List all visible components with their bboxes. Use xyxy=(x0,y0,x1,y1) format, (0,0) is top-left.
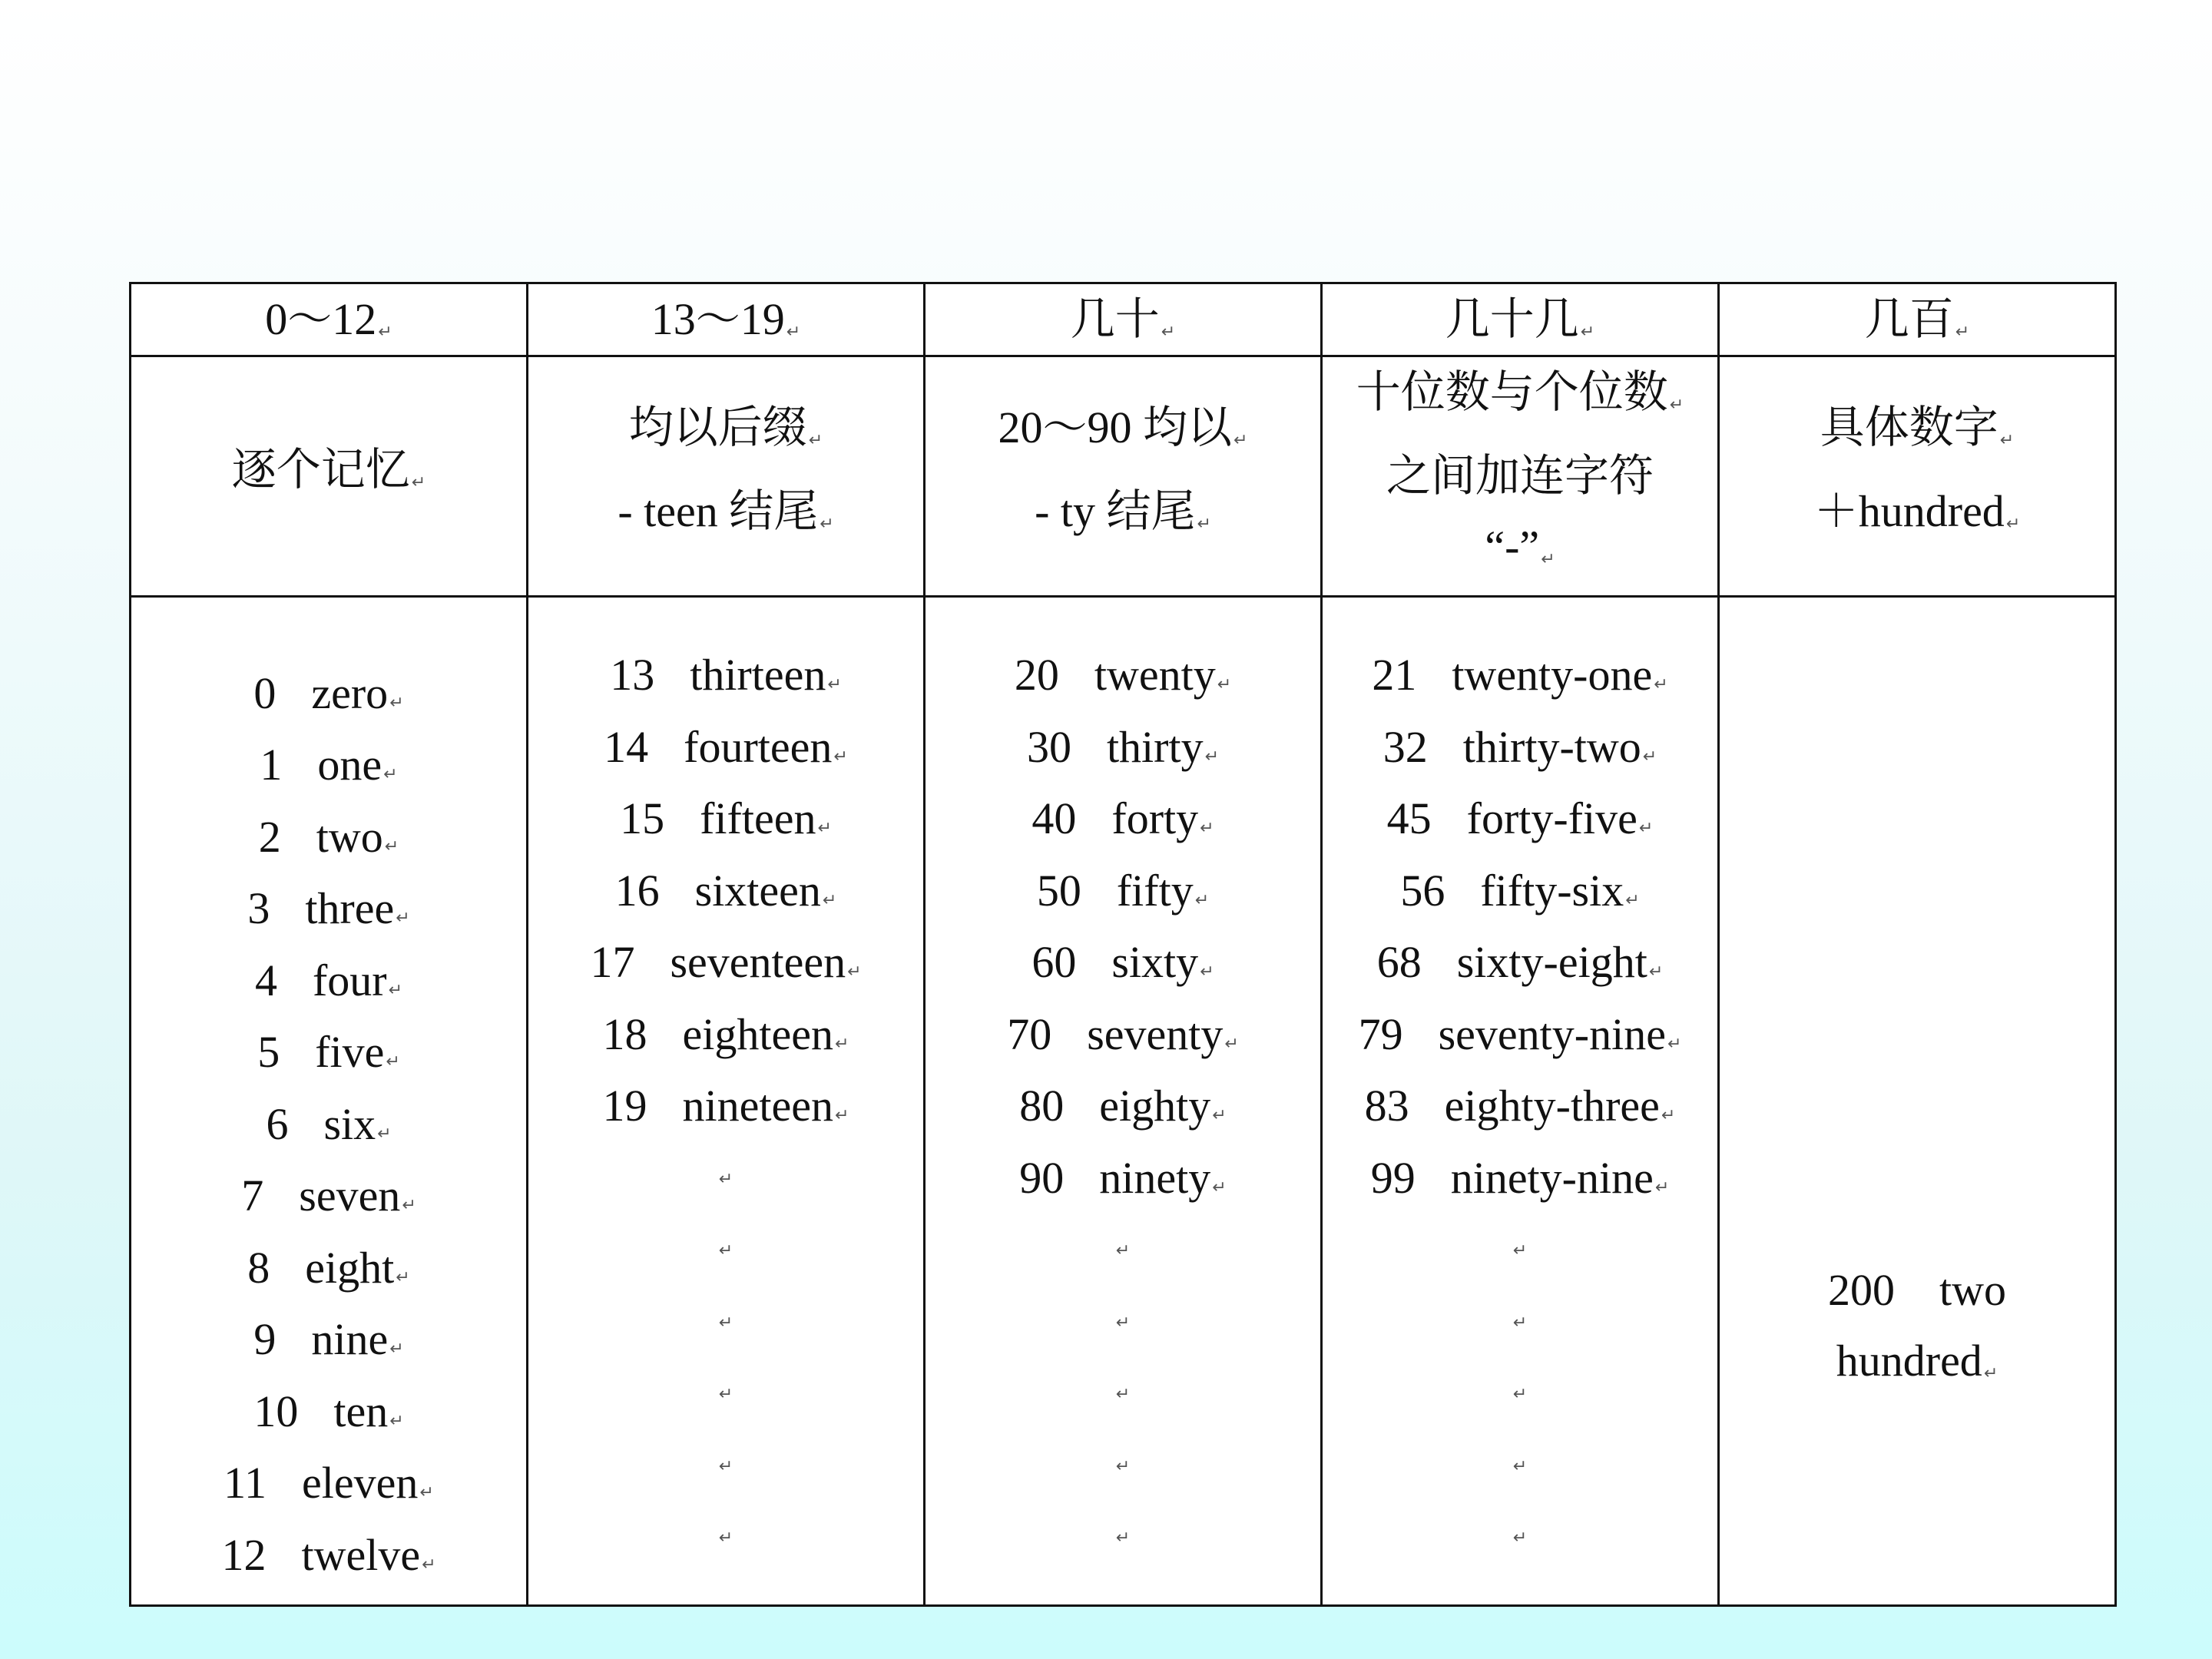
number-entry xyxy=(1377,926,1664,998)
examples-cell-tens xyxy=(925,597,1322,1606)
number-word: fifteen xyxy=(700,793,816,844)
rule-cell-tens-units xyxy=(1322,356,1719,597)
number-value: 21 xyxy=(1372,650,1417,700)
paragraph-mark-icon: ↵ xyxy=(835,1106,849,1126)
number-word: six xyxy=(323,1098,376,1149)
paragraph-mark-icon: ↵ xyxy=(808,431,823,450)
paragraph-mark-icon: ↵ xyxy=(383,765,398,785)
number-value: 45 xyxy=(1386,793,1432,844)
header-cell-hundreds xyxy=(1719,283,2116,356)
empty-line xyxy=(719,1501,733,1573)
number-entry xyxy=(1019,1142,1226,1214)
rule-line xyxy=(1720,392,2114,476)
number-value: 40 xyxy=(1031,793,1077,844)
paragraph-mark-icon: ↵ xyxy=(411,472,426,492)
number-entry xyxy=(1031,926,1214,998)
number-entry xyxy=(1387,783,1654,855)
empty-line xyxy=(719,1357,733,1429)
rule-line xyxy=(528,392,923,476)
number-word: three xyxy=(305,883,395,934)
number-word: seventy-nine xyxy=(1438,1008,1666,1059)
examples-cell-13-19 xyxy=(528,597,925,1606)
number-word: two xyxy=(316,811,383,862)
rule-line xyxy=(1323,512,1717,595)
number-word: sixty xyxy=(1111,937,1199,988)
paragraph-mark-icon: ↵ xyxy=(389,1339,404,1359)
paragraph-mark-icon: ↵ xyxy=(378,323,392,342)
paragraph-mark-icon: ↵ xyxy=(835,1034,849,1054)
paragraph-mark-icon: ↵ xyxy=(1224,1034,1239,1054)
number-value: 5 xyxy=(257,1027,280,1078)
rule-line xyxy=(1720,476,2114,560)
paragraph-mark-icon: ↵ xyxy=(388,980,403,1000)
number-value: 17 xyxy=(590,937,635,988)
paragraph-mark-icon: ↵ xyxy=(396,909,410,929)
number-value: 30 xyxy=(1026,721,1071,772)
number-value: 83 xyxy=(1364,1081,1409,1131)
hundreds-text: hundred xyxy=(1836,1336,1982,1386)
number-table-container xyxy=(129,282,2116,1581)
number-value: 1 xyxy=(260,740,283,790)
rule-text: 十位数与个位数 xyxy=(1356,367,1668,417)
empty-line xyxy=(1513,1214,1527,1286)
number-words-table xyxy=(129,282,2117,1607)
paragraph-mark-icon: ↵ xyxy=(718,1313,733,1333)
number-word: sixty-eight xyxy=(1456,937,1647,988)
number-word: fifty-six xyxy=(1480,865,1624,916)
number-value: 10 xyxy=(253,1386,299,1436)
paragraph-mark-icon: ↵ xyxy=(396,1267,410,1287)
rule-text: 均以后缀 xyxy=(628,402,807,452)
header-label: 几十 xyxy=(1070,294,1160,344)
header-label: 13～19 xyxy=(651,294,785,344)
empty-line xyxy=(1513,1286,1527,1358)
number-value: 16 xyxy=(614,865,660,916)
number-word: ninety-nine xyxy=(1450,1152,1654,1203)
paragraph-mark-icon: ↵ xyxy=(718,1528,733,1548)
number-value: 14 xyxy=(604,721,649,772)
number-word: one xyxy=(317,740,382,790)
number-value: 56 xyxy=(1400,865,1445,916)
number-value: 7 xyxy=(241,1171,264,1221)
rule-line xyxy=(528,476,923,560)
number-word: forty-five xyxy=(1466,793,1637,844)
number-value: 90 xyxy=(1019,1152,1065,1203)
empty-line xyxy=(719,1429,733,1502)
paragraph-mark-icon: ↵ xyxy=(1197,515,1211,534)
number-word: ten xyxy=(333,1386,389,1436)
empty-line xyxy=(719,1214,733,1286)
number-entry xyxy=(1007,998,1239,1071)
rule-text: 20～90 均以 xyxy=(998,402,1233,452)
paragraph-mark-icon: ↵ xyxy=(389,1411,404,1431)
number-word: fourteen xyxy=(684,721,833,772)
number-value: 70 xyxy=(1007,1008,1052,1059)
rule-text: ＋hundred xyxy=(1813,486,2005,536)
number-entry xyxy=(253,657,403,730)
paragraph-mark-icon: ↵ xyxy=(1512,1456,1528,1476)
number-entry xyxy=(221,1519,435,1591)
number-word: twelve xyxy=(301,1529,421,1580)
number-word: eighty-three xyxy=(1444,1081,1660,1131)
number-value: 99 xyxy=(1370,1152,1416,1203)
paragraph-mark-icon: ↵ xyxy=(1512,1528,1528,1548)
rule-line xyxy=(926,476,1320,560)
paragraph-mark-icon: ↵ xyxy=(718,1169,733,1189)
paragraph-mark-icon: ↵ xyxy=(419,1483,434,1503)
rule-text: “-” xyxy=(1485,522,1540,571)
number-entry xyxy=(604,711,848,783)
number-value: 2 xyxy=(258,811,281,862)
paragraph-mark-icon: ↵ xyxy=(422,1555,436,1575)
number-value: 15 xyxy=(620,793,665,844)
paragraph-mark-icon: ↵ xyxy=(1115,1528,1131,1548)
paragraph-mark-icon: ↵ xyxy=(1115,1313,1131,1333)
number-list xyxy=(131,611,526,1591)
header-label: 0～12 xyxy=(265,294,377,344)
number-entry xyxy=(224,1447,434,1519)
rule-row xyxy=(131,356,2116,597)
number-entry xyxy=(1031,783,1214,855)
empty-line xyxy=(719,1142,733,1214)
paragraph-mark-icon: ↵ xyxy=(1642,747,1657,767)
empty-line xyxy=(719,1286,733,1358)
number-word: seventeen xyxy=(670,937,846,988)
paragraph-mark-icon: ↵ xyxy=(1115,1241,1131,1261)
paragraph-mark-icon: ↵ xyxy=(1654,1177,1670,1197)
paragraph-mark-icon: ↵ xyxy=(1194,890,1210,910)
empty-line xyxy=(1116,1501,1130,1573)
empty-line xyxy=(1513,1429,1527,1502)
paragraph-mark-icon: ↵ xyxy=(718,1456,733,1476)
number-entry xyxy=(590,926,861,998)
paragraph-mark-icon: ↵ xyxy=(1669,396,1684,415)
empty-line xyxy=(1513,1501,1527,1573)
number-entry xyxy=(260,729,397,801)
paragraph-mark-icon: ↵ xyxy=(1217,675,1232,695)
number-value: 80 xyxy=(1019,1081,1065,1131)
paragraph-mark-icon: ↵ xyxy=(1512,1241,1528,1261)
number-word: eighteen xyxy=(682,1008,834,1059)
paragraph-mark-icon: ↵ xyxy=(389,693,404,713)
number-entry xyxy=(259,801,399,873)
paragraph-mark-icon: ↵ xyxy=(1661,1106,1676,1126)
number-word: ninety xyxy=(1099,1152,1211,1203)
paragraph-mark-icon: ↵ xyxy=(1983,1364,1998,1383)
number-value: 12 xyxy=(221,1529,267,1580)
number-value: 19 xyxy=(602,1081,647,1131)
number-word: fifty xyxy=(1116,865,1194,916)
paragraph-mark-icon: ↵ xyxy=(1161,323,1176,342)
paragraph-mark-icon: ↵ xyxy=(833,747,848,767)
paragraph-mark-icon: ↵ xyxy=(402,1196,416,1216)
empty-line xyxy=(1513,1357,1527,1429)
number-word: forty xyxy=(1111,793,1199,844)
number-word: nine xyxy=(311,1314,389,1365)
number-entry xyxy=(1019,1070,1226,1142)
number-value: 18 xyxy=(602,1008,647,1059)
number-entry xyxy=(1027,711,1219,783)
number-list xyxy=(1323,629,1717,1573)
rule-text: - ty 结尾 xyxy=(1035,486,1196,536)
paragraph-mark-icon: ↵ xyxy=(1955,323,1970,342)
number-value: 11 xyxy=(224,1458,267,1508)
number-value: 68 xyxy=(1376,937,1422,988)
number-value: 50 xyxy=(1036,865,1081,916)
number-entry xyxy=(610,639,842,711)
header-row xyxy=(131,283,2116,356)
number-word: thirteen xyxy=(690,650,826,700)
number-entry xyxy=(247,873,409,945)
number-entry xyxy=(1015,639,1231,711)
number-value: 0 xyxy=(253,667,276,718)
rule-line xyxy=(1323,357,1717,441)
number-value: 9 xyxy=(253,1314,276,1365)
paragraph-mark-icon: ↵ xyxy=(1115,1385,1131,1405)
paragraph-mark-icon: ↵ xyxy=(1625,890,1640,910)
paragraph-mark-icon: ↵ xyxy=(847,962,862,982)
rule-text: 逐个记忆 xyxy=(231,444,410,495)
number-word: eighty xyxy=(1099,1081,1211,1131)
paragraph-mark-icon: ↵ xyxy=(384,836,399,856)
paragraph-mark-icon: ↵ xyxy=(1115,1456,1131,1476)
rule-text: - teen 结尾 xyxy=(618,486,819,536)
number-entry xyxy=(255,945,402,1017)
examples-cell-tens-units xyxy=(1322,597,1719,1606)
rule-line xyxy=(1323,441,1717,512)
empty-line xyxy=(1116,1214,1130,1286)
paragraph-mark-icon: ↵ xyxy=(1999,431,2015,450)
paragraph-mark-icon: ↵ xyxy=(1638,819,1654,839)
paragraph-mark-icon: ↵ xyxy=(822,890,837,910)
paragraph-mark-icon: ↵ xyxy=(1204,747,1220,767)
rule-text: 之间加连字符 xyxy=(1386,451,1654,501)
number-word: four xyxy=(312,955,387,1005)
paragraph-mark-icon: ↵ xyxy=(1212,1177,1227,1197)
examples-row xyxy=(131,597,2116,1606)
number-word: five xyxy=(315,1027,385,1078)
number-word: twenty xyxy=(1094,650,1216,700)
paragraph-mark-icon: ↵ xyxy=(1541,550,1555,569)
header-label: 几百 xyxy=(1864,294,1954,344)
number-entry xyxy=(1037,855,1209,927)
rule-cell-tens xyxy=(925,356,1322,597)
hundreds-example xyxy=(1720,793,2114,1409)
paragraph-mark-icon: ↵ xyxy=(1200,819,1214,839)
number-value: 6 xyxy=(266,1098,289,1149)
header-cell-13-19 xyxy=(528,283,925,356)
paragraph-mark-icon: ↵ xyxy=(1648,962,1664,982)
paragraph-mark-icon: ↵ xyxy=(1212,1106,1227,1126)
paragraph-mark-icon: ↵ xyxy=(786,323,801,342)
paragraph-mark-icon: ↵ xyxy=(1512,1385,1528,1405)
number-value: 79 xyxy=(1358,1008,1403,1059)
examples-cell-0-12 xyxy=(131,597,528,1606)
header-cell-tens-units xyxy=(1322,283,1719,356)
number-entry xyxy=(615,855,837,927)
empty-line xyxy=(1116,1357,1130,1429)
rule-cell-hundreds xyxy=(1719,356,2116,597)
number-entry xyxy=(1371,1142,1670,1214)
paragraph-mark-icon: ↵ xyxy=(1654,675,1668,695)
rule-cell-13-19 xyxy=(528,356,925,597)
paragraph-mark-icon: ↵ xyxy=(817,819,832,839)
number-entry xyxy=(603,1070,849,1142)
number-value: 13 xyxy=(610,650,655,700)
paragraph-mark-icon: ↵ xyxy=(1233,431,1248,450)
paragraph-mark-icon: ↵ xyxy=(1200,962,1214,982)
number-value: 32 xyxy=(1382,721,1428,772)
number-entry xyxy=(1359,998,1682,1071)
examples-cell-hundreds xyxy=(1719,597,2116,1606)
paragraph-mark-icon: ↵ xyxy=(1512,1313,1528,1333)
number-value: 20 xyxy=(1014,650,1059,700)
number-entry xyxy=(1383,711,1657,783)
number-word: thirty xyxy=(1106,721,1204,772)
number-word: nineteen xyxy=(682,1081,834,1131)
rule-line xyxy=(926,392,1320,476)
number-entry xyxy=(603,998,849,1071)
paragraph-mark-icon: ↵ xyxy=(1580,323,1595,342)
number-entry xyxy=(253,1376,403,1448)
number-value: 8 xyxy=(247,1242,270,1293)
number-entry xyxy=(247,1232,409,1304)
number-entry xyxy=(257,1016,400,1088)
number-entry xyxy=(1400,855,1639,927)
number-entry xyxy=(241,1160,416,1232)
number-list xyxy=(926,629,1320,1573)
number-entry xyxy=(1365,1070,1676,1142)
hundreds-line xyxy=(1720,1255,2114,1326)
number-word: eight xyxy=(305,1242,395,1293)
number-value: 60 xyxy=(1031,937,1077,988)
header-label: 几十几 xyxy=(1445,294,1579,344)
empty-line xyxy=(1116,1286,1130,1358)
rule-cell-0-12 xyxy=(131,356,528,597)
rule-line xyxy=(131,435,526,518)
paragraph-mark-icon: ↵ xyxy=(1667,1034,1682,1054)
number-entry xyxy=(253,1303,403,1376)
paragraph-mark-icon: ↵ xyxy=(386,1052,400,1072)
number-entry xyxy=(266,1088,391,1161)
paragraph-mark-icon: ↵ xyxy=(718,1241,733,1261)
number-entry xyxy=(620,783,832,855)
number-value: 4 xyxy=(254,955,277,1005)
paragraph-mark-icon: ↵ xyxy=(2005,515,2021,534)
empty-line xyxy=(1116,1429,1130,1502)
number-value: 3 xyxy=(247,883,270,934)
hundreds-line xyxy=(1720,1326,2114,1409)
number-word: eleven xyxy=(302,1458,419,1508)
number-word: zero xyxy=(311,667,389,718)
paragraph-mark-icon: ↵ xyxy=(718,1385,733,1405)
number-word: sixteen xyxy=(694,865,821,916)
header-cell-tens xyxy=(925,283,1322,356)
paragraph-mark-icon: ↵ xyxy=(377,1124,392,1144)
number-word: seventy xyxy=(1087,1008,1224,1059)
number-word: twenty-one xyxy=(1452,650,1653,700)
paragraph-mark-icon: ↵ xyxy=(827,675,842,695)
number-word: thirty-two xyxy=(1462,721,1641,772)
header-cell-0-12 xyxy=(131,283,528,356)
hundreds-text: 200 two xyxy=(1827,1265,2006,1315)
number-entry xyxy=(1372,639,1667,711)
rule-text: 具体数字 xyxy=(1820,402,1998,452)
paragraph-mark-icon: ↵ xyxy=(820,515,834,534)
number-word: seven xyxy=(299,1171,401,1221)
number-list xyxy=(528,629,923,1573)
